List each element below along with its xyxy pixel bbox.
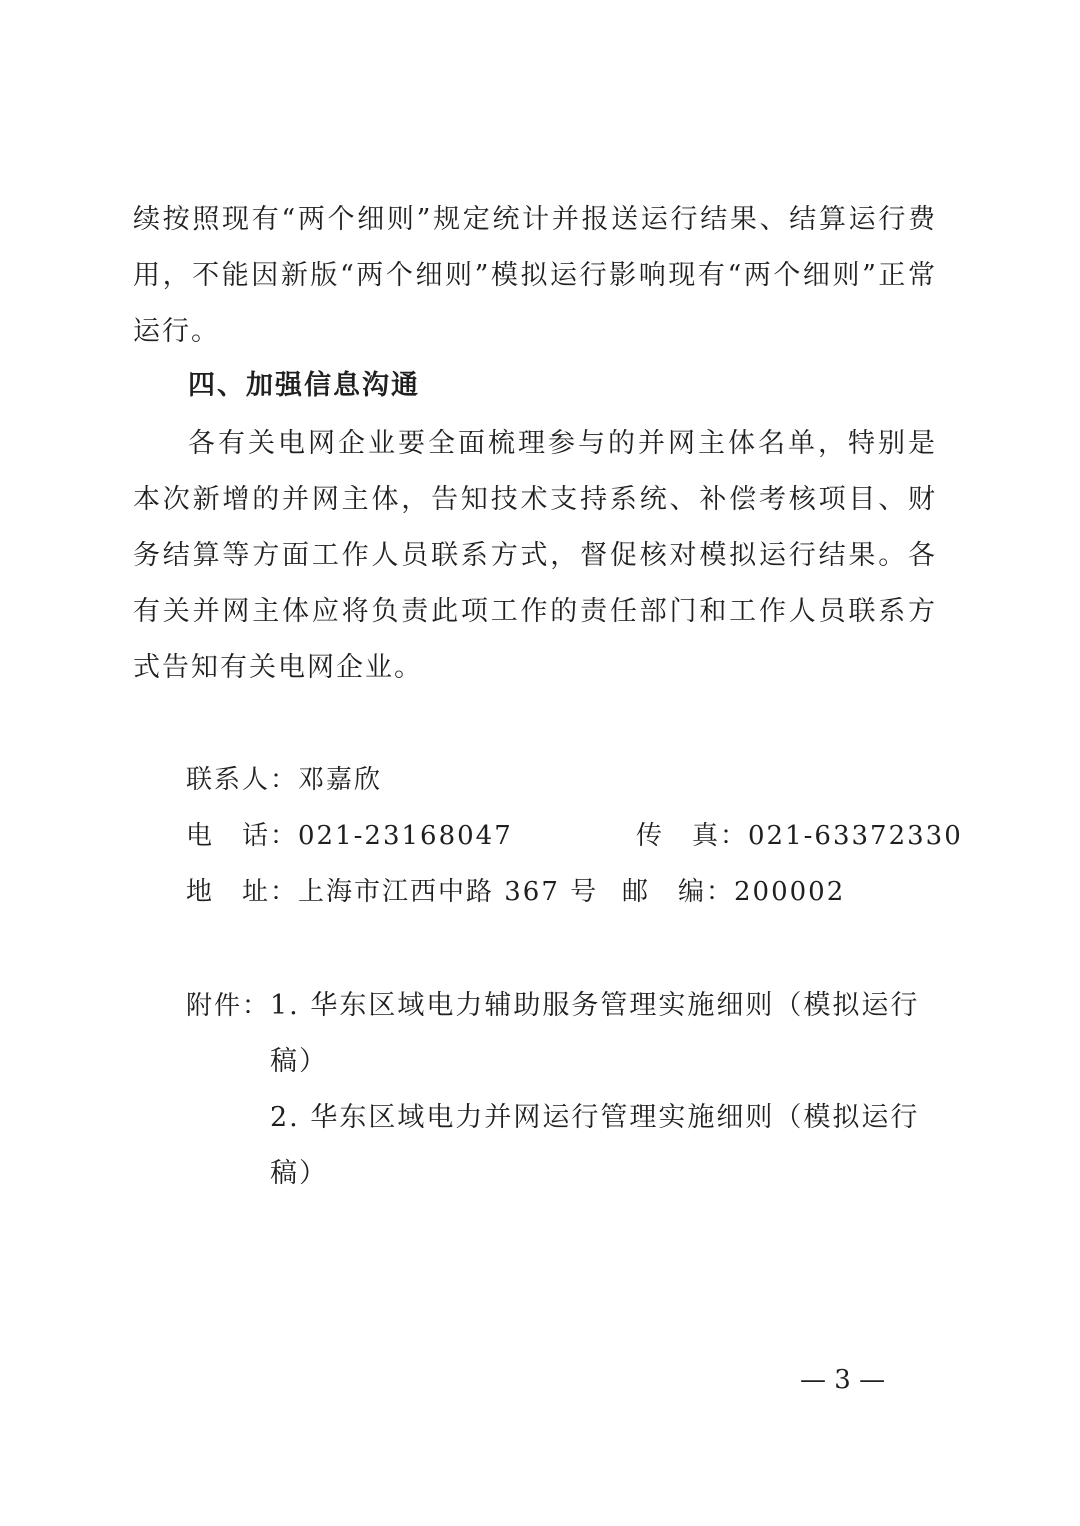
section-paragraph: 各有关电网企业要全面梳理参与的并网主体名单，特别是本次新增的并网主体，告知技术支持系统、补偿考核项目、财务结算等方面工作人员联系方式，督促核对模拟运行结果。各有关并网主体应将负责此项工作的责任部门和工作人员联系方式告知有关电网企业。 <box>133 428 937 683</box>
contact-postcode: 邮 编：200002 <box>622 877 846 907</box>
attachment-item-2: 2. 华东区域电力并网运行管理实施细则（模拟运行稿） <box>270 1102 920 1189</box>
contact-fax: 传 真：021-63372330 <box>636 821 963 851</box>
page-number: — 3 — <box>800 1365 886 1395</box>
contact-person: 联系人：邓嘉欣 <box>186 765 383 795</box>
attachments-label: 附件： <box>186 991 271 1021</box>
contact-phone: 电 话：021-23168047 <box>186 821 513 851</box>
continued-paragraph: 续按照现有“两个细则”规定统计并报送运行结果、结算运行费用，不能因新版“两个细则”模拟运行影响现有“两个细则”正常运行。 <box>133 204 937 347</box>
section-heading: 四、加强信息沟通 <box>188 370 420 401</box>
contact-address: 地 址：上海市江西中路 367 号 <box>186 877 599 907</box>
attachment-item-1: 1. 华东区域电力辅助服务管理实施细则（模拟运行稿） <box>270 990 920 1077</box>
